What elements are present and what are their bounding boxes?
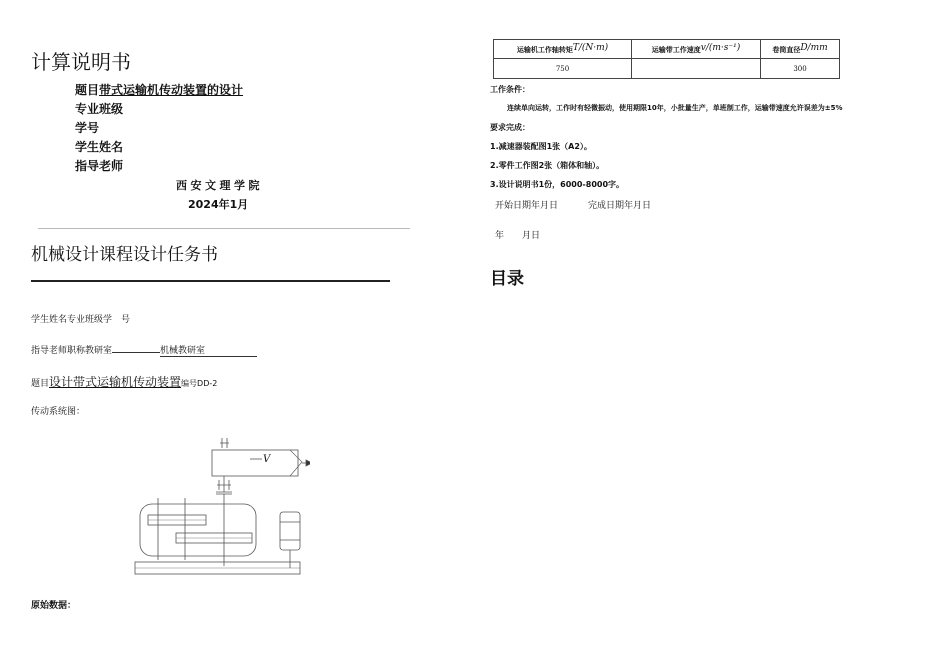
requirement-item: 2.零件工作图2张（箱体和轴）。 — [490, 161, 605, 170]
requirement-item: 3.设计说明书1份，6000-8000字。 — [490, 180, 625, 189]
header-torque-text: 运输机工作轴转矩 — [516, 46, 573, 54]
velocity-label: V — [263, 454, 271, 465]
table-header-speed — [632, 40, 761, 59]
header-torque-math: T/(N·m) — [572, 43, 609, 53]
task-topic-no: 编号DD-2 — [181, 379, 218, 388]
cover-student-name: 学生姓名 — [75, 140, 124, 154]
cover-topic-label: 题目 — [75, 83, 100, 97]
task-topic-value: 设计带式运输机传动装置 — [49, 375, 182, 389]
task-student-line: 学生姓名专业班级学 号 — [31, 315, 131, 325]
transmission-diagram — [130, 432, 310, 580]
advisor-line-label: 指导老师职称教研室 — [31, 346, 113, 356]
requirement-item: 1.减速器装配图1张（A2）。 — [490, 142, 592, 151]
drum-end — [290, 450, 302, 476]
task-topic-line — [31, 371, 217, 390]
conditions-heading: 工作条件： — [490, 85, 530, 94]
blank-line — [112, 342, 160, 353]
coupling-flange — [216, 492, 232, 494]
conveyor-belt — [212, 450, 298, 476]
cover-student-id: 学号 — [75, 121, 100, 135]
coupling-top — [220, 438, 229, 448]
cover-topic-value: 带式运输机传动装置的设计 — [99, 83, 244, 97]
arrow-head — [306, 460, 310, 466]
conditions-text: 连续单向运转，工作时有轻微振动，使用期限10年，小批量生产，单班制工作，运输带速度允许误差为±5% — [507, 104, 843, 112]
cover-school: 西安文理学院 — [176, 179, 263, 192]
header-diameter-text: 卷筒直径 — [772, 46, 801, 54]
divider — [38, 228, 410, 229]
motor-body — [280, 512, 300, 550]
cover-topic — [75, 81, 243, 98]
year-label: 年 — [495, 231, 505, 241]
start-date: 开始日期年月日 — [495, 201, 559, 211]
cover-major-class: 专业班级 — [75, 102, 124, 116]
task-advisor-line — [31, 342, 257, 356]
motor-details — [280, 522, 300, 568]
gear-centerlines — [148, 520, 252, 538]
table-cell-speed — [632, 59, 761, 79]
diagram-label: 传动系统图： — [31, 407, 86, 417]
gearbox-housing — [140, 504, 256, 556]
raw-data-label: 原始数据： — [31, 601, 77, 611]
task-topic-label: 题目 — [31, 379, 50, 389]
table-header-row — [494, 40, 840, 59]
task-title: 机械设计课程设计任务书 — [31, 245, 218, 265]
header-speed-text: 运输带工作速度 — [651, 46, 701, 54]
cover-date: 2024年1月 — [188, 198, 249, 211]
dates-line — [495, 198, 651, 211]
requirements-heading: 要求完成： — [490, 123, 530, 132]
header-diameter-math: D/mm — [800, 43, 828, 53]
table-header-diameter — [761, 40, 840, 59]
table-cell-torque: 750 — [494, 59, 632, 79]
table-row — [494, 59, 840, 79]
gearbox-shafts — [158, 494, 224, 566]
table-header-torque — [494, 40, 632, 59]
toc-title: 目录 — [490, 269, 524, 289]
header-speed-math: v/(m·s⁻¹) — [700, 43, 741, 53]
cover-advisor: 指导老师 — [75, 159, 124, 173]
title-underline — [31, 280, 390, 282]
month-day-label: 月日 — [522, 231, 541, 241]
page-title: 计算说明书 — [31, 50, 131, 74]
end-date: 完成日期年月日 — [588, 201, 652, 211]
advisor-line-value: 机械教研室 — [160, 346, 257, 357]
year-month-line — [495, 228, 540, 241]
parameter-table — [493, 39, 840, 79]
table-cell-diameter: 300 — [761, 59, 840, 79]
